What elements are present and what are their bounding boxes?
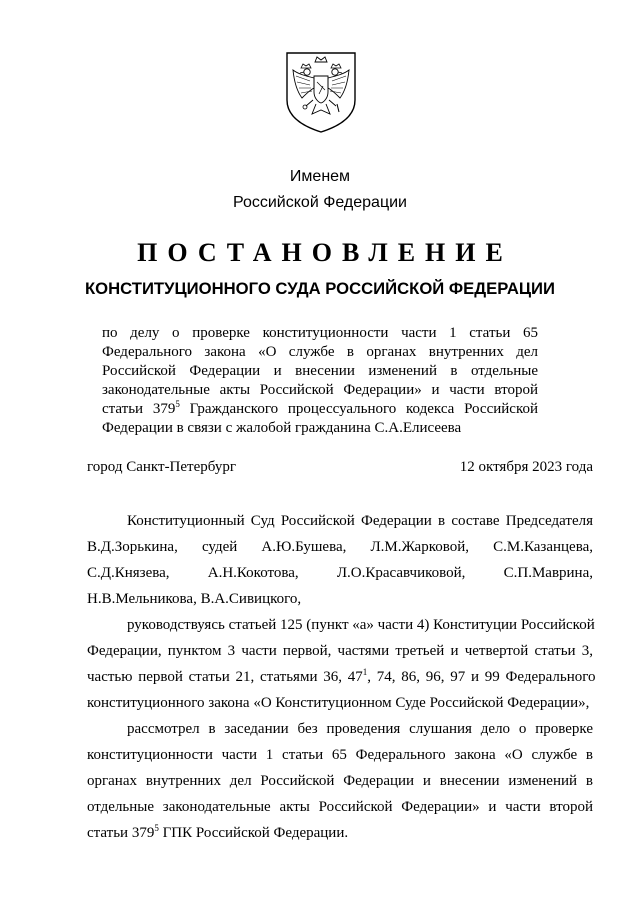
subject-line-part: статьи 379 bbox=[102, 401, 176, 417]
body-line: руководствуясь статьей 125 (пункт «а» части 4) Конституции Российской bbox=[127, 617, 595, 633]
body-line bbox=[87, 664, 596, 690]
body-line: Конституционный Суд Российской Федерации в составе Председателя bbox=[127, 513, 593, 529]
date: 12 октября 2023 года bbox=[459, 459, 593, 475]
body-line-part: ГПК Российской Федерации. bbox=[158, 825, 349, 841]
body-line: отдельные законодательные акты Российской Федерации» и части второй bbox=[87, 799, 593, 815]
body-line: конституционности части 1 статьи 65 Федерального закона «О службе в bbox=[87, 747, 593, 763]
in-the-name-line-1: Именем bbox=[289, 168, 351, 185]
in-the-name-line-2: Российской Федерации bbox=[233, 194, 407, 211]
superscript: 5 bbox=[154, 823, 159, 833]
subject-line: Федерального закона «О службе в органах внутренних дел bbox=[102, 344, 538, 360]
body-line: Н.В.Мельникова, В.А.Сивицкого, bbox=[87, 591, 302, 607]
body-line: рассмотрел в заседании без проведения слушания дело о проверке bbox=[127, 721, 593, 737]
body-text bbox=[87, 508, 596, 846]
subject-line-part: Гражданского процессуального кодекса Российской bbox=[179, 401, 538, 417]
subject-line: Федерации в связи с жалобой гражданина С.А.Елисеева bbox=[102, 420, 462, 436]
body-line: Федерации, пунктом 3 части первой, частями третьей и четвертой статьи 3, bbox=[87, 643, 593, 659]
subject-line: законодательные акты Российской Федерации» и части второй bbox=[102, 382, 538, 398]
court-name-heading: КОНСТИТУЦИОННОГО СУДА РОССИЙСКОЙ ФЕДЕРАЦИИ bbox=[84, 279, 556, 298]
body-line: конституционного закона «О Конституционном Суде Российской Федерации», bbox=[87, 695, 590, 711]
body-line: С.Д.Князева, А.Н.Кокотова, Л.О.Красавчиковой, С.П.Маврина, bbox=[87, 565, 593, 581]
case-subject bbox=[102, 324, 538, 438]
body-line-part: статьи 379 bbox=[87, 825, 155, 841]
subject-line bbox=[102, 400, 538, 419]
body-line-part: , 74, 86, 96, 97 и 99 Федерального bbox=[367, 669, 596, 685]
document-type-title: ПОСТАНОВЛЕНИЕ bbox=[137, 238, 513, 267]
body-line: В.Д.Зорькина, судей А.Ю.Бушева, Л.М.Жарковой, С.М.Казанцева, bbox=[87, 539, 593, 555]
body-line-part: частью первой статьи 21, статьями 36, 47 bbox=[87, 669, 363, 685]
coat-of-arms-emblem bbox=[284, 50, 358, 134]
superscript: 1 bbox=[362, 667, 368, 677]
place-and-date bbox=[87, 459, 593, 476]
subject-line: Российской Федерации и внесении изменений в отдельные bbox=[102, 363, 538, 379]
subject-line: по делу о проверке конституционности части 1 статьи 65 bbox=[102, 325, 538, 341]
superscript: 5 bbox=[175, 399, 180, 409]
body-line bbox=[87, 820, 593, 846]
body-line: органах внутренних дел Российской Федерации и внесении изменений в bbox=[87, 773, 593, 789]
place: город Санкт-Петербург bbox=[87, 459, 236, 475]
